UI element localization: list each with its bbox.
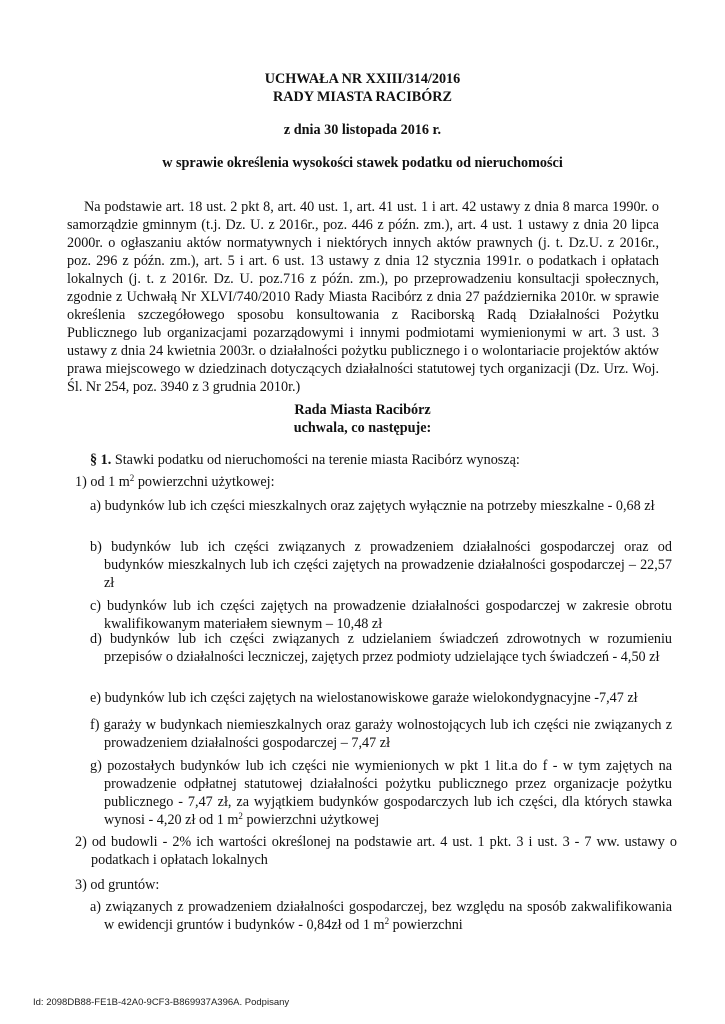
section-1-text: Stawki podatku od nieruchomości na terenie miasta Racibórz wynoszą:: [114, 452, 520, 468]
item-1-prefix: 1) od 1 m: [75, 474, 130, 490]
item-1-suffix: powierzchni użytkowej:: [134, 474, 275, 490]
item-1d: d) budynków lub ich części związanych z udzielaniem świadczeń zdrowotnych w rozumieniu przepisów o działalności leczniczej, zajętych przez podmioty udzielające tych świadczeń - 4,50 zł: [90, 631, 672, 665]
item-1f: f) garaży w budynkach niemieszkalnych oraz garaży wolnostojących lub ich części nie związanych z prowadzeniem działalności gospodarczej – 7,47 zł: [90, 717, 672, 751]
document-id-footer: Id: 2098DB88-FE1B-42A0-9CF3-B869937A396A. Podpisany: [33, 997, 290, 1008]
item-3a-prefix: a) związanych z prowadzeniem działalności gospodarczej, bez względu na sposób zakwalifikowania w ewidencji gruntów i budynków - 0,84zł od 1 m: [90, 899, 672, 933]
section-1-label: § 1.: [90, 452, 112, 468]
item-3: 3) od gruntów:: [75, 877, 160, 893]
council-resolves: uchwala, co następuje:: [293, 420, 432, 436]
item-1: [75, 473, 677, 491]
resolution-date: z dnia 30 listopada 2016 r.: [283, 122, 442, 138]
item-1g-prefix: g) pozostałych budynków lub ich części nie wymienionych w pkt 1 lit.a do f - w tym zajętych na prowadzenie odpłatnej statutowej działalności pożytku publicznego przez organizacje pożytku publicznego - 7,47 zł, za wyjątkiem budynków gospodarczych lub ich części, dla których stawka wynosi - 4,20 zł od 1 m: [90, 758, 672, 828]
item-1g-suffix: powierzchni użytkowej: [242, 812, 380, 828]
item-3a-sup: 2: [384, 916, 390, 926]
item-1c: c) budynków lub ich części zajętych na prowadzenie działalności gospodarczej w zakresie obrotu kwalifikowanym materiałem siewnym – 10,48 zł: [90, 598, 672, 632]
item-1b: b) budynków lub ich części związanych z prowadzeniem działalności gospodarczej oraz od budynków mieszkalnych lub ich części zajętych na prowadzenie działalności gospodarczej – 22,57 zł: [90, 539, 672, 591]
item-1e: e) budynków lub ich części zajętych na wielostanowiskowe garaże wielokondygnacyjne -7,47 zł: [90, 690, 638, 706]
item-1a: a) budynków lub ich części mieszkalnych oraz zajętych wyłącznie na potrzeby mieszkalne - 0,68 zł: [90, 498, 655, 514]
item-1g-sup: 2: [238, 811, 243, 821]
resolution-title: UCHWAŁA NR XXIII/314/2016: [264, 71, 461, 87]
item-3a-suffix: powierzchni: [389, 917, 463, 933]
legal-basis-paragraph: Na podstawie art. 18 ust. 2 pkt 8, art. 40 ust. 1, art. 41 ust. 1 i art. 42 ustawy z dnia 8 marca 1990r. o samorządzie gminnym (t.j. Dz. U. z 2016r., poz. 446 z późn. zm.), art. 4 ust. 1 ustawy z dnia 20 lipca 2000r. o ogłaszaniu aktów normatywnych i niektórych innych aktów prawnych (j. t. Dz.U. z 2016r., poz. 296 z późn. zm.), art. 5 i art. 6 ust. 13 ustawy z dnia 12 stycznia 1991r. o podatkach i opłatach lokalnych (j. t. z 2016r. Dz. U. poz.716 z późn. zm.), po przeprowadzeniu konsultacji społecznych, zgodnie z Uchwałą Nr XLVI/740/2010 Rady Miasta Racibórz z dnia 27 października 2010r. w sprawie określenia szczegółowego sposobu konsultowania z Raciborską Radą Działalności Pożytku Publicznego lub organizacjami pozarządowymi i innymi podmiotami wymienionymi w art. 3 ust. 3 ustawy z dnia 24 kwietnia 2003r. o działalności pożytku publicznego i o wolontariacie projektów aktów prawa miejscowego w dziedzinach dotyczących działalności statutowej tych organizacji (Dz. Urz. Woj. Śl. Nr 254, poz. 3940 z 3 grudnia 2010r.): [67, 199, 659, 395]
council-name: RADY MIASTA RACIBÓRZ: [273, 89, 452, 105]
resolution-subject: w sprawie określenia wysokości stawek podatku od nieruchomości: [162, 155, 563, 171]
section-1: [90, 451, 520, 469]
item-3a: [90, 898, 672, 934]
item-2: 2) od budowli - 2% ich wartości określonej na podstawie art. 4 ust. 1 pkt. 3 i ust. 3 - 7 ww. ustawy o podatkach i opłatach lokalnych: [75, 834, 677, 868]
item-1-sup: 2: [129, 473, 135, 483]
council-heading: Rada Miasta Racibórz: [294, 402, 431, 418]
item-1g: [90, 757, 672, 829]
